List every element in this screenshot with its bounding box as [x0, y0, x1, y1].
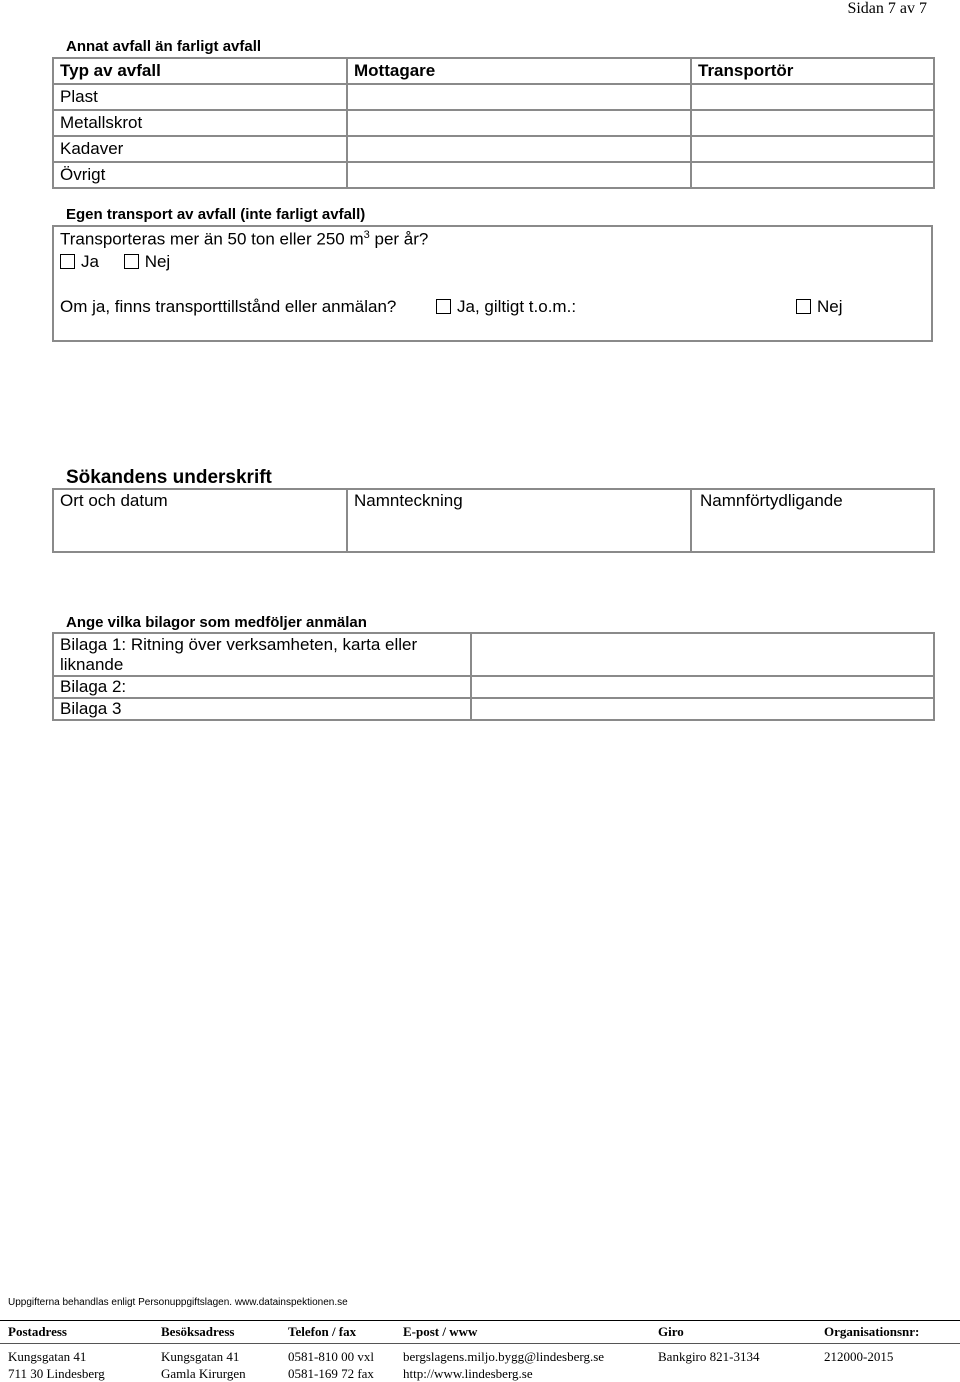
attachment-label: Bilaga 3: [53, 698, 471, 720]
header-transporter: Transportör: [691, 58, 934, 84]
orgnr-line-1: 212000-2015: [824, 1349, 894, 1364]
attachment-value-cell[interactable]: [471, 633, 934, 676]
attachments-section-title: Ange vilka bilagor som medföljer anmälan: [66, 614, 367, 631]
receiver-cell[interactable]: [347, 162, 691, 188]
attachment-label: Bilaga 2:: [53, 676, 471, 698]
transport-question: [60, 229, 428, 250]
cubic-superscript: 3: [363, 229, 370, 241]
permit-question: Om ja, finns transporttillstånd eller anmälan?: [60, 297, 397, 316]
transporter-cell[interactable]: [691, 110, 934, 136]
attachment-label: Bilaga 1: Ritning över verksamheten, karta eller liknande: [53, 633, 471, 676]
visit-line-2: Gamla Kirurgen: [161, 1366, 246, 1381]
attachment-value-cell[interactable]: [471, 676, 934, 698]
page-number: Sidan 7 av 7: [847, 0, 927, 17]
signature-table: [52, 488, 935, 553]
permit-no-label: Nej: [817, 297, 843, 316]
footer-head-giro: Giro: [658, 1324, 684, 1339]
receiver-cell[interactable]: [347, 84, 691, 110]
transporter-cell[interactable]: [691, 136, 934, 162]
footer-col-postal: [8, 1348, 105, 1382]
footer-head-email: E-post / www: [403, 1324, 478, 1339]
field-place-date[interactable]: Ort och datum: [53, 489, 347, 552]
field-name-clarification[interactable]: Namnförtydligande: [691, 489, 934, 552]
email-link[interactable]: bergslagens.miljo.bygg@lindesberg.se: [403, 1349, 605, 1364]
signature-section-title: Sökandens underskrift: [66, 467, 272, 488]
table-row: [53, 110, 934, 136]
option-ja-label: Ja: [81, 252, 99, 271]
header-receiver: Mottagare: [347, 58, 691, 84]
transport-section-title: Egen transport av avfall (inte farligt avfall): [66, 206, 366, 223]
footer-col-giro: [658, 1348, 759, 1365]
transporter-cell[interactable]: [691, 162, 934, 188]
phone-line-2: 0581-169 72 fax: [288, 1366, 374, 1381]
checkbox-permit-yes[interactable]: [436, 299, 451, 314]
permit-yes-option: [436, 297, 576, 317]
table-row: [53, 698, 934, 720]
waste-type-cell: Övrigt: [53, 162, 347, 188]
waste-type-cell: Metallskrot: [53, 110, 347, 136]
table-row: [53, 676, 934, 698]
receiver-cell[interactable]: [347, 136, 691, 162]
waste-table: [52, 57, 935, 189]
footer-col-visit: [161, 1348, 246, 1382]
header-type: Typ av avfall: [53, 58, 347, 84]
transport-options: [60, 252, 170, 272]
giro-line-1: Bankgiro 821-3134: [658, 1349, 760, 1364]
option-nej-label: Nej: [144, 252, 171, 271]
waste-type-cell: Kadaver: [53, 136, 347, 162]
footer-head-visit: Besöksadress: [161, 1324, 235, 1339]
checkbox-ja[interactable]: [60, 254, 75, 269]
footer-col-phone: [288, 1348, 374, 1382]
postal-line-1: Kungsgatan 41: [8, 1349, 87, 1364]
footer-col-orgnr: [824, 1348, 893, 1365]
postal-line-2: 711 30 Lindesberg: [8, 1366, 105, 1381]
permit-no-option: [796, 297, 843, 317]
checkbox-nej[interactable]: [124, 254, 139, 269]
website-link[interactable]: http://www.lindesberg.se: [403, 1366, 533, 1381]
checkbox-permit-no[interactable]: [796, 299, 811, 314]
footer-head-orgnr: Organisationsnr:: [824, 1324, 920, 1339]
table-row: [53, 136, 934, 162]
footer-divider: [0, 1320, 960, 1321]
footer-head-phone: Telefon / fax: [288, 1324, 357, 1339]
footer-divider-2: [0, 1343, 960, 1344]
table-row: [53, 84, 934, 110]
visit-line-1: Kungsgatan 41: [161, 1349, 240, 1364]
privacy-notice: Uppgifterna behandlas enligt Personuppgiftslagen. www.datainspektionen.se: [8, 1297, 348, 1308]
table-row: [53, 633, 934, 676]
receiver-cell[interactable]: [347, 110, 691, 136]
field-signature[interactable]: Namnteckning: [347, 489, 691, 552]
waste-type-cell: Plast: [53, 84, 347, 110]
footer-col-email: [403, 1348, 604, 1382]
attachments-table: [52, 632, 935, 721]
attachment-value-cell[interactable]: [471, 698, 934, 720]
transporter-cell[interactable]: [691, 84, 934, 110]
waste-header-row: [53, 58, 934, 84]
table-row: [53, 162, 934, 188]
permit-yes-label: Ja, giltigt t.o.m.:: [457, 297, 577, 316]
footer-head-postal: Postadress: [8, 1324, 67, 1339]
waste-section-title: Annat avfall än farligt avfall: [66, 38, 262, 55]
transport-question-text: Transporteras mer än 50 ton eller 250 m: [60, 229, 364, 249]
phone-line-1: 0581-810 00 vxl: [288, 1349, 374, 1364]
transport-question-suffix: per år?: [369, 229, 429, 249]
